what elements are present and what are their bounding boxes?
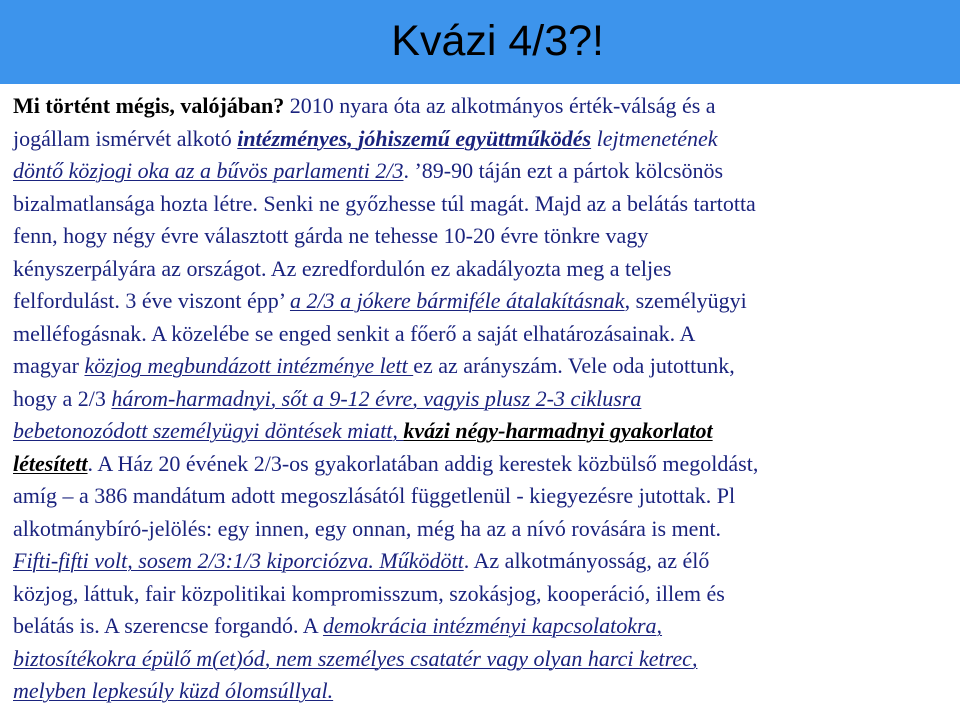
text-span: . Az alkotmányosság, az élő [463,548,710,573]
text-line [13,155,953,188]
text-span: közjog, láttuk, fair közpolitikai kompromisszum, szokásjog, kooperáció, illem és [13,580,725,606]
text-span: amíg – a 386 mandátum adott megoszlásától függetlenül - kiegyezésre jutottak. Pl [13,483,736,508]
emphasis-span: biztosítékokra épülő m(et)ód, nem személyes csatatér vagy olyan harci ketrec, [13,645,698,671]
text-span: melléfogásnak. A közelébe se enged senkit a főerő a saját elhatározásainak. A [13,320,696,346]
text-line [13,545,953,578]
text-line [13,480,953,513]
emphasis-span: döntő közjogi oka az a bűvös parlamenti 2/3 [13,158,404,183]
text-line [13,448,953,481]
strong-emphasis-span: létesített [13,450,88,476]
emphasis-span: közjog megbundázott intézménye lett [84,353,414,378]
text-span: fenn, hogy négy évre választott gárda ne tehesse 10-20 évre tönkre vagy [13,223,649,248]
lead-question: Mi történt mégis, valójában? [13,93,285,118]
text-span: , személyügyi [624,288,747,313]
text-span: felfordulást. 3 éve viszont épp’ [13,288,290,313]
text-line [13,220,953,253]
emphasis-span: három-harmadnyi, sőt a 9-12 évre, vagyis plusz 2-3 ciklusra [111,385,642,411]
text-span: alkotmánybíró-jelölés: egy innen, egy onnan, még ha az a nívó rovására is ment. [13,515,722,541]
text-line [13,90,953,123]
slide-title: Kvázi 4/3?! [391,17,604,65]
text-span: magyar [13,353,85,378]
text-line [13,610,953,643]
text-line [13,188,953,221]
text-line [13,253,953,286]
text-span: bizalmatlansága hozta létre. Senki ne győzhesse túl magát. Majd az a belátás tartotta [13,190,756,216]
text-span: jogállam ismérvét alkotó [13,125,238,151]
text-span: 2010 nyara óta az alkotmányos érték-válság és a [284,93,716,118]
text-span: ez az arányszám. Vele oda jutottunk, [413,353,735,378]
text-span: kényszerpályára az országot. Az ezredfordulón ez akadályozta meg a teljes [13,255,672,281]
text-line [13,350,953,383]
text-line [13,318,953,351]
strong-emphasis-span: kvázi négy-harmadnyi gyakorlatot [403,418,713,443]
text-line [13,123,953,156]
text-span: . ’89-90 táján ezt a pártok kölcsönös [403,158,723,183]
text-line [13,285,953,318]
text-line [13,513,953,546]
text-span: lejtmenetének [591,125,718,151]
emphasis-span: bebetonozódott személyügyi döntések miatt, [13,418,404,443]
emphasis-span: demokrácia intézményi kapcsolatokra, [322,613,663,638]
text-line [13,383,953,416]
text-span: . A Ház 20 évének 2/3-os gyakorlatában addig kerestek közbülső megoldást, [87,450,759,476]
text-line [13,578,953,611]
emphasis-span: a 2/3 a jókere bármiféle átalakításnak [289,288,625,313]
body-text [13,90,953,708]
title-bar [0,0,960,84]
text-line [13,643,953,676]
text-span: belátás is. A szerencse forgandó. A [13,613,323,638]
emphasis-span: intézményes, jóhiszemű együttműködés [237,125,592,151]
emphasis-span: melyben lepkesúly küzd ólomsúllyal. [13,678,334,703]
text-line [13,415,953,448]
emphasis-span: Fifti-fifti volt, sosem 2/3:1/3 kiporciózva. Működött [13,548,464,573]
text-span: hogy a 2/3 [13,385,112,411]
